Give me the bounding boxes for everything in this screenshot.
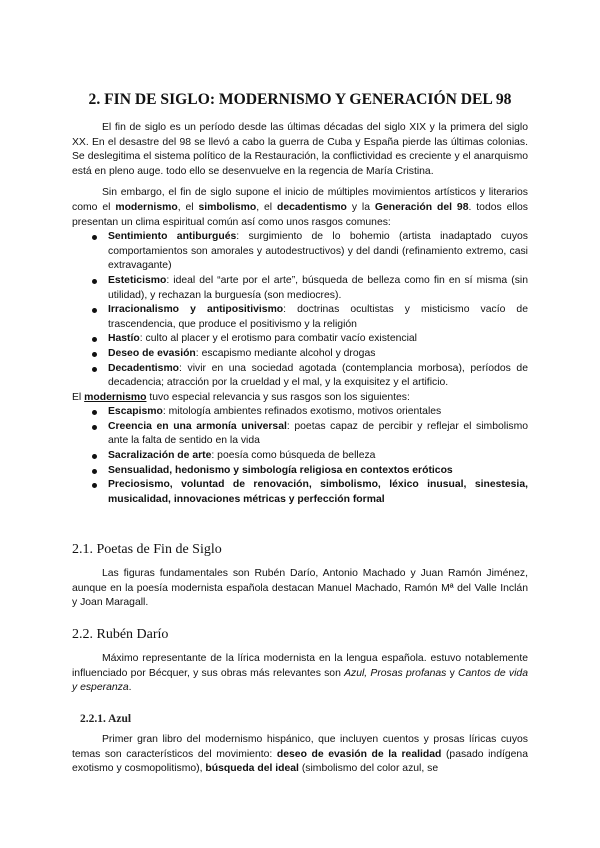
page-title: 2. FIN DE SIGLO: MODERNISMO Y GENERACIÓN DEL 98 <box>88 91 512 108</box>
list-item: Sacralización de arte: poesía como búsqueda de belleza <box>72 449 528 464</box>
list-item: Deseo de evasión: escapismo mediante alcohol y drogas <box>72 347 528 362</box>
section-paragraph: Máximo representante de la lírica modernista en la lengua española. estuvo notablemente influenciado por Bécquer, y sus obras más relevantes son Azul, Prosas profanas y Cantos de vida y esperanza. <box>72 653 528 694</box>
list-item: Creencia en una armonía universal: poetas capaz de percibir y reflejar el simbolismo ante la falta de sentido en la vida <box>72 420 528 449</box>
list-item: Esteticismo: ideal del “arte por el arte”, búsqueda de belleza como fin en sí misma (sin utilidad), y rechazan la burguesía (son mediocres). <box>72 274 528 303</box>
subsection-heading: 2.2.1. Azul <box>80 713 132 725</box>
intro-paragraph-2: Sin embargo, el fin de siglo supone el inicio de múltiples movimientos artísticos y literarios como el modernismo, el simbolismo, el decadentismo y la Generación del 98. todos ellos presentan un clima espiritual común así como unos rasgos comunes: <box>72 187 528 228</box>
section-heading: 2.2. Rubén Darío <box>72 627 169 642</box>
list-item: Preciosismo, voluntad de renovación, simbolismo, léxico inusual, sinestesia, musicalidad, innovaciones métricas y perfección formal <box>72 478 528 507</box>
traits-list <box>72 230 528 391</box>
section-heading: 2.1. Poetas de Fin de Siglo <box>72 542 222 557</box>
list-item: Hastío: culto al placer y el erotismo para combatir vacío existencial <box>72 332 528 347</box>
section-azul <box>72 712 528 777</box>
intro-paragraph-1: El fin de siglo es un período desde las últimas décadas del siglo XIX y la primera del siglo XX. En el desastre del 98 se llevó a cabo la guerra de Cuba y España pierde las últimas colonias. Se deslegitima el sistema político de la Restauración, la conflictividad es creciente y el anarquismo está en pleno auge. todo ello se desenvuelve en la regencia de María Cristina. <box>72 122 528 177</box>
section-poetas <box>72 541 528 611</box>
section-paragraph: Las figuras fundamentales son Rubén Darío, Antonio Machado y Juan Ramón Jiménez, aunque en la poesía modernista española destacan Manuel Machado, Ramón Mª del Valle Inclán y Joan Maragall. <box>72 568 528 609</box>
list-item: Sensualidad, hedonismo y simbología religiosa en contextos eróticos <box>72 464 528 479</box>
modernismo-list <box>72 405 528 507</box>
list-item: Escapismo: mitología ambientes refinados exotismo, motivos orientales <box>72 405 528 420</box>
intro-section <box>72 121 528 507</box>
list-item: Decadentismo: vivir en una sociedad agotada (contemplancia morbosa), períodos de decadencia; atracción por la crueldad y el mal, y la exquisitez y el artificio. <box>72 362 528 391</box>
list-item: Irracionalismo y antipositivismo: doctrinas ocultistas y misticismo vacío de trascendencia, que produce el positivismo y la religión <box>72 303 528 332</box>
section-ruben-dario <box>72 626 528 696</box>
list-item: Sentimiento antiburgués: surgimiento de lo bohemio (artista inadaptado cuyos comportamientos son amorales y autodestructivos) y del dandi (refinamiento extremo, casi extravagante) <box>72 230 528 274</box>
section-paragraph: Primer gran libro del modernismo hispánico, que incluyen cuentos y prosas líricas cuyos temas son característicos del movimiento: deseo de evasión de la realidad (pasado indígena exotismo y cosmopolitismo), búsqueda del ideal (simbolismo del color azul, se <box>72 734 528 775</box>
modernismo-lead: El modernismo tuvo especial relevancia y sus rasgos son los siguientes: <box>72 391 410 403</box>
